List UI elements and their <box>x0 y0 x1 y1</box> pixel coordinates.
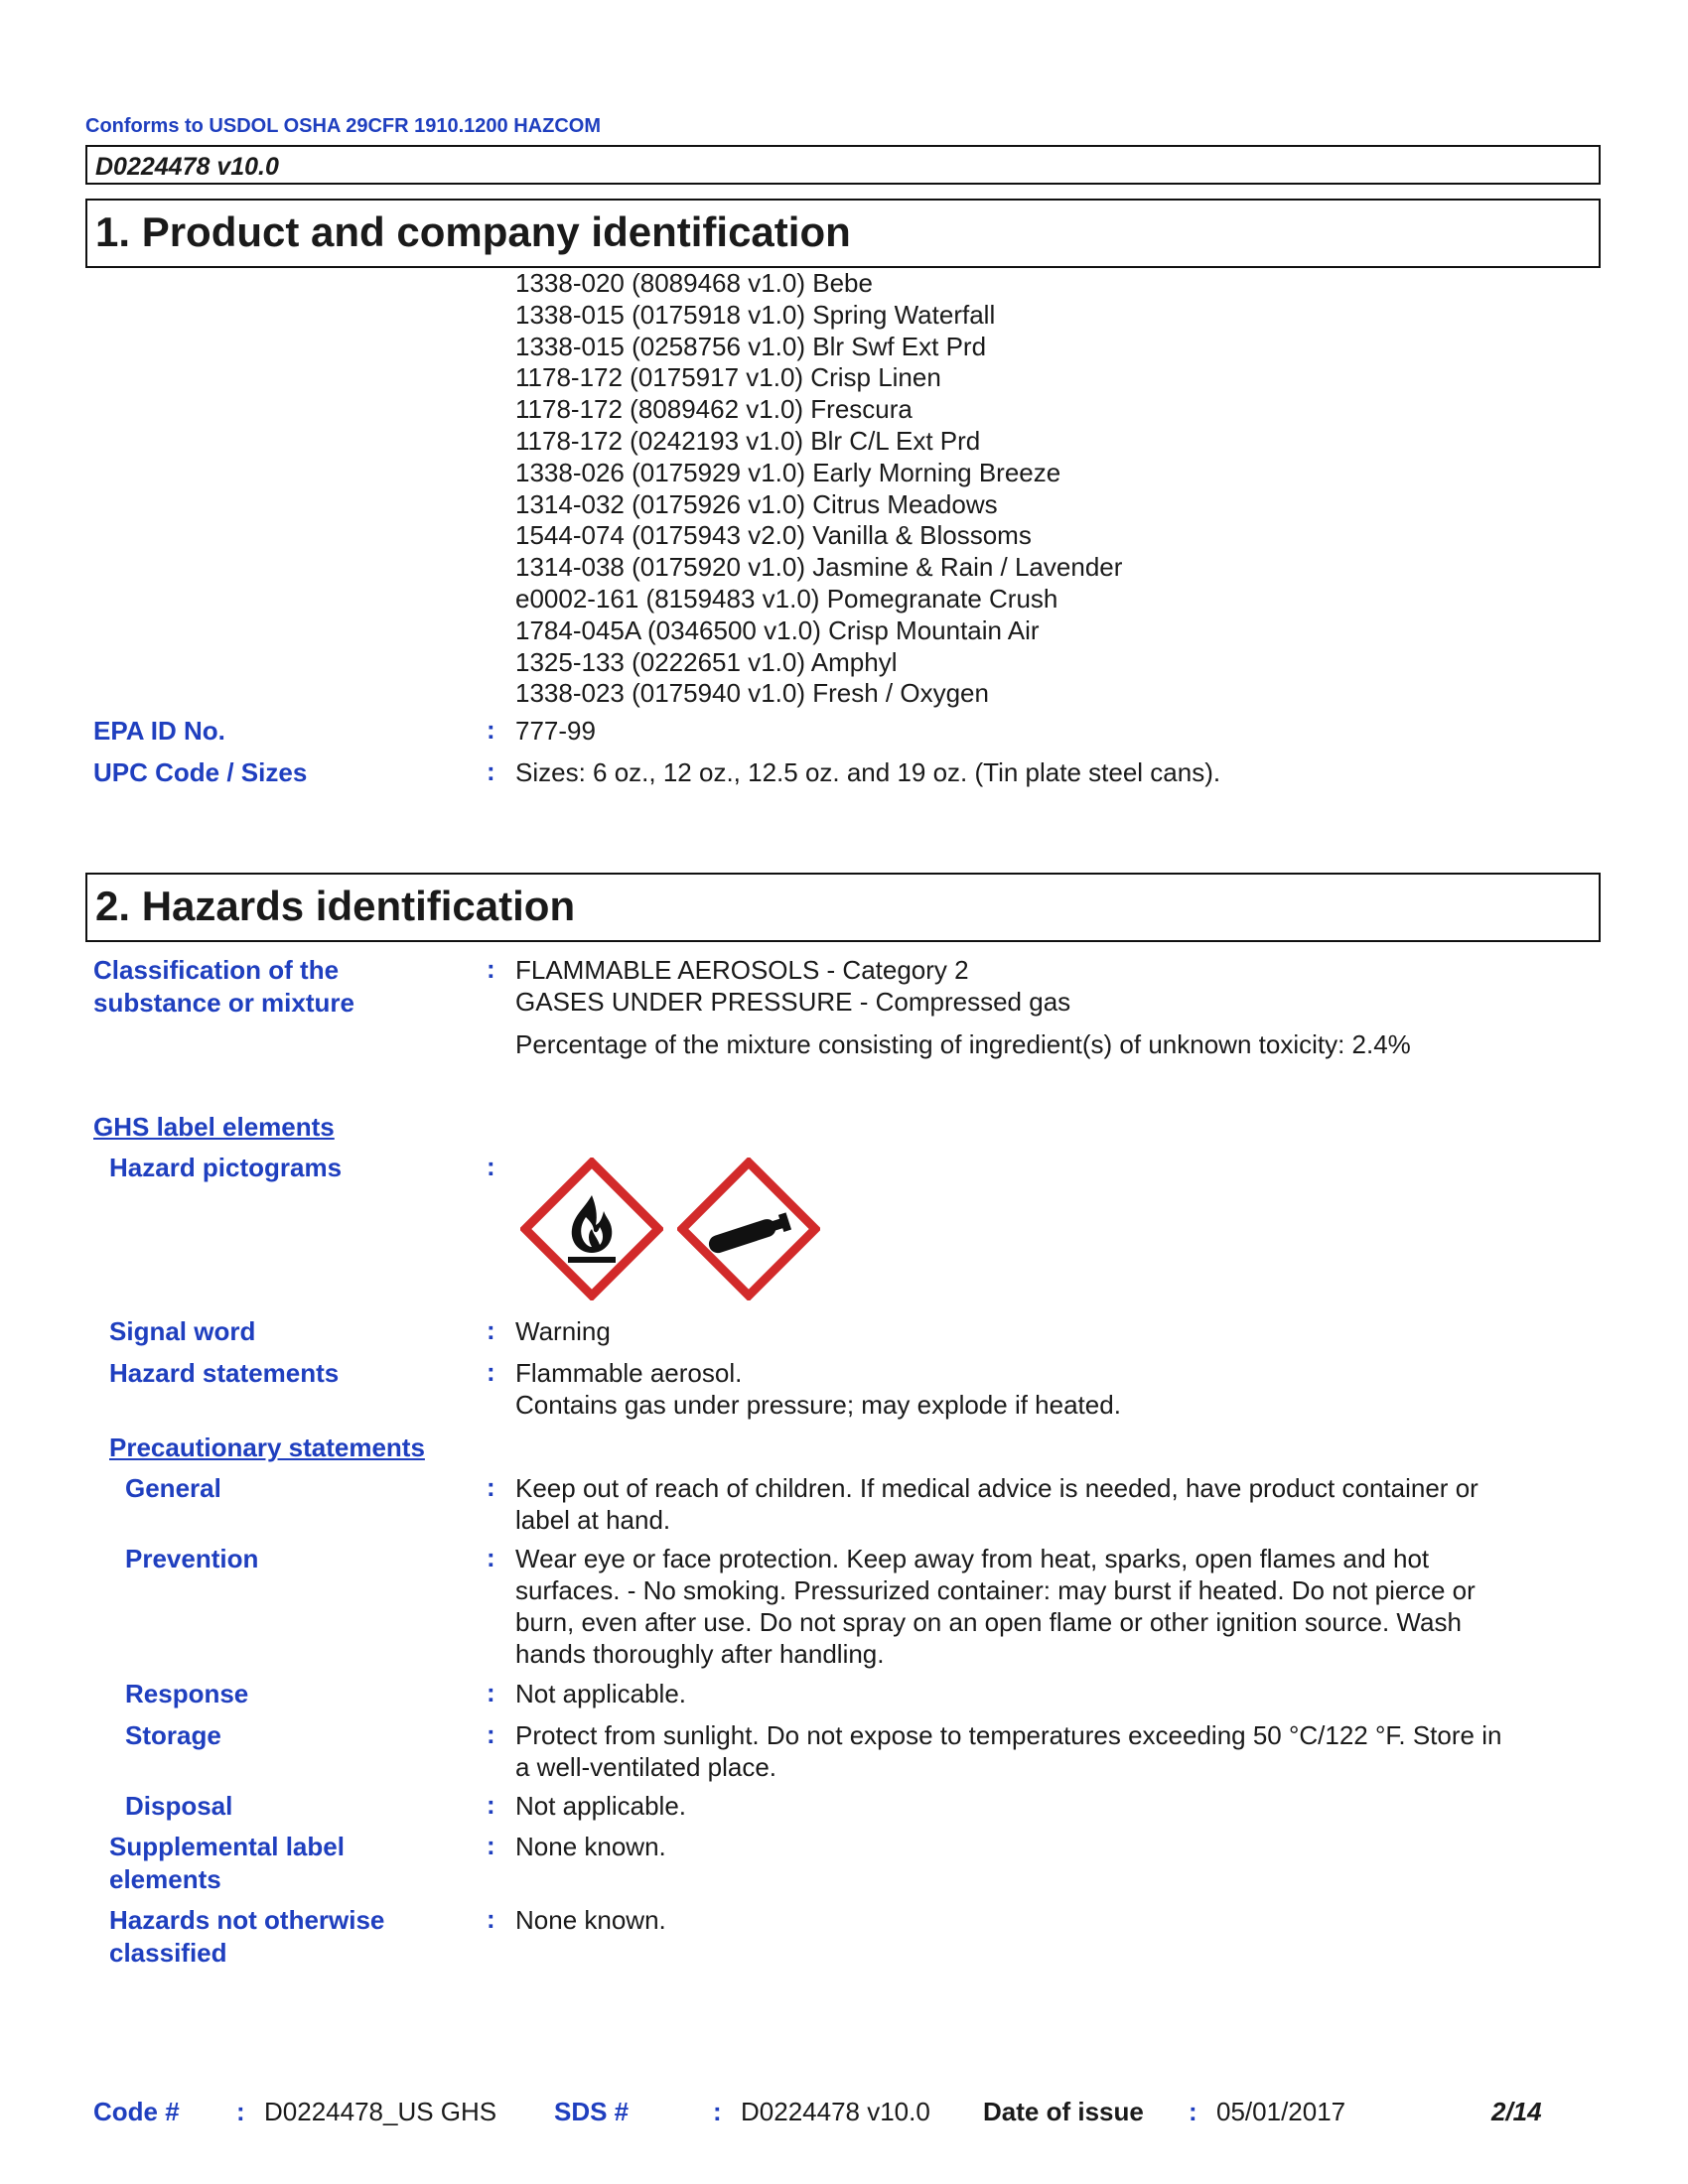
supplemental-value: None known. <box>515 1832 666 1861</box>
storage-value: Protect from sunlight. Do not expose to temperatures exceeding 50 °C/122 °F. Store in a well-ventilated place. <box>515 1720 1502 1782</box>
separator: : <box>1189 2097 1197 2126</box>
footer-code-value: D0224478_US GHS <box>264 2097 497 2126</box>
separator: : <box>487 1315 495 1345</box>
classification-label: Classification of the substance or mixture <box>93 955 354 1018</box>
footer-sds-label: SDS # <box>554 2097 630 2126</box>
separator: : <box>487 1543 495 1572</box>
footer-date-value: 05/01/2017 <box>1216 2097 1346 2126</box>
hnoc-label: Hazards not otherwise classified <box>109 1905 385 1968</box>
separator: : <box>487 1152 495 1181</box>
document-id-box <box>85 145 1601 185</box>
gas-cylinder-pictogram <box>677 1158 820 1300</box>
product-item: 1338-026 (0175929 v1.0) Early Morning Breeze <box>515 457 1061 487</box>
section-1-title: 1. Product and company identification <box>95 208 851 255</box>
separator: : <box>236 2097 245 2126</box>
product-item: 1178-172 (0175917 v1.0) Crisp Linen <box>515 362 941 393</box>
separator: : <box>487 1719 495 1749</box>
footer-code-label: Code # <box>93 2097 180 2126</box>
general-value: Keep out of reach of children. If medical advice is needed, have product container or label at hand. <box>515 1473 1478 1535</box>
product-item: 1338-020 (8089468 v1.0) Bebe <box>515 268 873 298</box>
epa-id-value: 777-99 <box>515 716 596 746</box>
product-item: 1178-172 (8089462 v1.0) Frescura <box>515 394 913 425</box>
separator: : <box>487 1357 495 1387</box>
product-item: 1314-038 (0175920 v1.0) Jasmine & Rain / Lavender <box>515 552 1123 583</box>
prevention-value: Wear eye or face protection. Keep away from heat, sparks, open flames and hot surfaces. - No smoking. Pressurized container: may burst if heated. Do not pierce or burn, even after use. Do not spray on an open flame or other ignition source. Wash hands thoroughly after handling. <box>515 1544 1476 1669</box>
separator: : <box>713 2097 722 2126</box>
flame-pictogram <box>520 1158 663 1300</box>
response-value: Not applicable. <box>515 1679 686 1708</box>
product-item: 1325-133 (0222651 v1.0) Amphyl <box>515 646 898 677</box>
disposal-value: Not applicable. <box>515 1791 686 1821</box>
hazard-statement: Flammable aerosol. <box>515 1358 743 1388</box>
conformance-note: Conforms to USDOL OSHA 29CFR 1910.1200 HAZCOM <box>85 115 601 137</box>
hazard-statement: Contains gas under pressure; may explode if heated. <box>515 1390 1121 1420</box>
document-id: D0224478 v10.0 <box>95 153 279 181</box>
unknown-toxicity-percentage: Percentage of the mixture consisting of ingredient(s) of unknown toxicity: 2.4% <box>515 1029 1411 1059</box>
disposal-label: Disposal <box>125 1791 233 1821</box>
product-item: 1784-045A (0346500 v1.0) Crisp Mountain Air <box>515 614 1040 645</box>
separator: : <box>487 715 495 745</box>
ghs-label-elements-heading: GHS label elements <box>93 1112 335 1142</box>
product-list <box>515 268 1122 710</box>
classification-item: FLAMMABLE AEROSOLS - Category 2 <box>515 955 969 985</box>
product-item: 1338-015 (0258756 v1.0) Blr Swf Ext Prd <box>515 331 987 361</box>
section-1-header <box>85 199 1601 268</box>
signal-word-value: Warning <box>515 1316 611 1346</box>
response-label: Response <box>125 1679 249 1708</box>
hnoc-value: None known. <box>515 1905 666 1935</box>
separator: : <box>487 954 495 984</box>
product-item: 1178-172 (0242193 v1.0) Blr C/L Ext Prd <box>515 425 981 456</box>
section-2-title: 2. Hazards identification <box>95 883 576 929</box>
page-number: 2/14 <box>1491 2097 1542 2126</box>
storage-label: Storage <box>125 1720 221 1750</box>
classification-item: GASES UNDER PRESSURE - Compressed gas <box>515 987 1071 1017</box>
product-item: e0002-161 (8159483 v1.0) Pomegranate Crush <box>515 583 1058 614</box>
general-label: General <box>125 1473 221 1503</box>
upc-label: UPC Code / Sizes <box>93 757 308 787</box>
hazard-statements-values <box>515 1357 1121 1421</box>
supplemental-label: Supplemental label elements <box>109 1832 345 1894</box>
separator: : <box>487 1790 495 1820</box>
separator: : <box>487 756 495 786</box>
product-item: 1314-032 (0175926 v1.0) Citrus Meadows <box>515 488 998 519</box>
hazard-pictograms-label: Hazard pictograms <box>109 1153 343 1182</box>
prevention-label: Prevention <box>125 1544 259 1573</box>
hazard-statements-label: Hazard statements <box>109 1358 340 1388</box>
section-2-header <box>85 873 1601 942</box>
separator: : <box>487 1472 495 1502</box>
separator: : <box>487 1831 495 1860</box>
epa-id-label: EPA ID No. <box>93 716 225 746</box>
footer-date-label: Date of issue <box>983 2097 1144 2126</box>
product-item: 1544-074 (0175943 v2.0) Vanilla & Blossoms <box>515 520 1032 551</box>
classification-values <box>515 954 1070 1018</box>
footer-sds-value: D0224478 v10.0 <box>741 2097 930 2126</box>
product-item: 1338-023 (0175940 v1.0) Fresh / Oxygen <box>515 678 989 709</box>
separator: : <box>487 1904 495 1934</box>
precautionary-statements-heading: Precautionary statements <box>109 1433 425 1462</box>
signal-word-label: Signal word <box>109 1316 256 1346</box>
upc-value: Sizes: 6 oz., 12 oz., 12.5 oz. and 19 oz. (Tin plate steel cans). <box>515 757 1221 787</box>
product-item: 1338-015 (0175918 v1.0) Spring Waterfall <box>515 299 996 330</box>
separator: : <box>487 1678 495 1707</box>
